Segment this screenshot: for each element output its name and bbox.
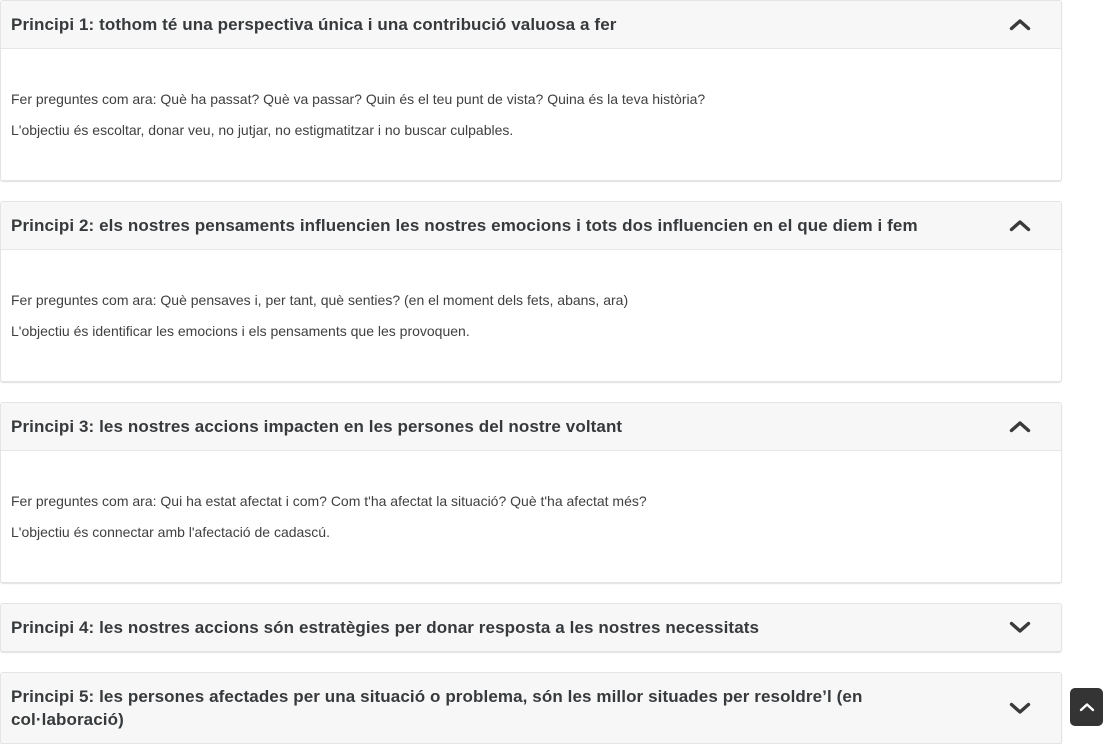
chevron-down-icon bbox=[1009, 702, 1031, 715]
section-title: Principi 1: tothom té una perspectiva única i una contribució valuosa a fer bbox=[11, 15, 617, 34]
accordion-section-3 bbox=[0, 402, 1062, 583]
section-5-toggle[interactable] bbox=[1, 673, 1061, 743]
section-3-toggle[interactable] bbox=[1, 403, 1061, 451]
section-paragraph: Fer preguntes com ara: Què pensaves i, per tant, què senties? (en el moment dels fets, abans, ara) bbox=[11, 292, 629, 308]
section-paragraph: L'objectiu és escoltar, donar veu, no jutjar, no estigmatitzar i no buscar culpables. bbox=[11, 122, 514, 138]
section-title: Principi 5: les persones afectades per una situació o problema, són les millor situades per resoldre’l (en col·laboració) bbox=[11, 687, 863, 729]
section-title: Principi 3: les nostres accions impacten en les persones del nostre voltant bbox=[11, 417, 623, 436]
section-content bbox=[1, 451, 1061, 582]
section-4-toggle[interactable] bbox=[1, 604, 1061, 651]
section-title: Principi 2: els nostres pensaments influencien les nostres emocions i tots dos influencien en el que diem i fem bbox=[11, 216, 918, 235]
chevron-down-icon bbox=[1009, 621, 1031, 634]
section-2-toggle[interactable] bbox=[1, 202, 1061, 250]
accordion-section-1 bbox=[0, 0, 1062, 181]
section-paragraph: L'objectiu és connectar amb l'afectació de cadascú. bbox=[11, 524, 330, 540]
section-title: Principi 4: les nostres accions són estratègies per donar resposta a les nostres necessitats bbox=[11, 618, 760, 637]
section-content bbox=[1, 250, 1061, 381]
section-paragraph: L'objectiu és identificar les emocions i els pensaments que les provoquen. bbox=[11, 323, 470, 339]
back-to-top-button[interactable] bbox=[1070, 688, 1103, 726]
accordion-section-2 bbox=[0, 201, 1062, 382]
chevron-up-icon bbox=[1079, 702, 1095, 712]
accordion-section-4 bbox=[0, 603, 1062, 652]
section-paragraph: Fer preguntes com ara: Qui ha estat afectat i com? Com t'ha afectat la situació? Què t'ha afectat més? bbox=[11, 493, 647, 509]
section-paragraph: Fer preguntes com ara: Què ha passat? Què va passar? Quin és el teu punt de vista? Quina és la teva història? bbox=[11, 91, 706, 107]
accordion-section-5 bbox=[0, 672, 1062, 744]
chevron-up-icon bbox=[1009, 219, 1031, 232]
section-1-toggle[interactable] bbox=[1, 1, 1061, 49]
section-content bbox=[1, 49, 1061, 180]
chevron-up-icon bbox=[1009, 18, 1031, 31]
chevron-up-icon bbox=[1009, 420, 1031, 433]
